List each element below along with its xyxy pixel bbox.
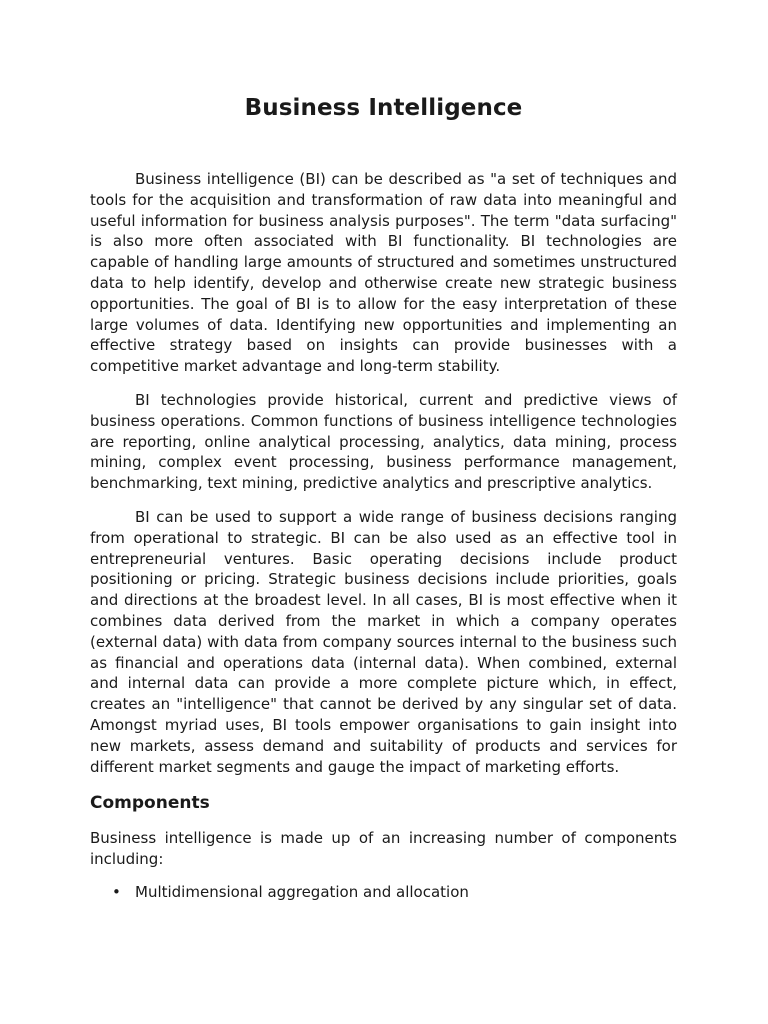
document-title: Business Intelligence xyxy=(244,95,523,121)
bullet-icon: • xyxy=(112,882,121,901)
paragraph-technologies: BI technologies provide historical, current and predictive views of business operations. Common functions of business intelligence technologies are reporting, online analytical processing, analytics, data mining, process mining, complex event processing, business performance management, benchmarking, text mining, predictive analytics and prescriptive analytics. xyxy=(90,390,677,493)
paragraph-components-intro: Business intelligence is made up of an increasing number of components including: xyxy=(90,829,677,869)
list-item xyxy=(90,882,677,903)
components-list xyxy=(90,882,677,903)
list-item-text: Multidimensional aggregation and allocation xyxy=(135,882,469,901)
section-heading-components: Components xyxy=(90,793,210,814)
paragraph-decisions: BI can be used to support a wide range of business decisions ranging from operational to strategic. BI can be also used as an effective tool in entrepreneurial ventures. Basic operating decisions include product positioning or pricing. Strategic business decisions include priorities, goals and directions at the broadest level. In all cases, BI is most effective when it combines data derived from the market in which a company operates (external data) with data from company sources internal to the business such as financial and operations data (internal data). When combined, external and internal data can provide a more complete picture which, in effect, creates an "intelligence" that cannot be derived by any singular set of data. Amongst myriad uses, BI tools empower organisations to gain insight into new markets, assess demand and suitability of products and services for different market segments and gauge the impact of marketing efforts. xyxy=(90,507,677,776)
document-page xyxy=(90,0,677,903)
paragraph-intro: Business intelligence (BI) can be described as "a set of techniques and tools for the acquisition and transformation of raw data into meaningful and useful information for business analysis purposes". The term "data surfacing" is also more often associated with BI functionality. BI technologies are capable of handling large amounts of structured and sometimes unstructured data to help identify, develop and otherwise create new strategic business opportunities. The goal of BI is to allow for the easy interpretation of these large volumes of data. Identifying new opportunities and implementing an effective strategy based on insights can provide businesses with a competitive market advantage and long-term stability. xyxy=(90,170,677,376)
